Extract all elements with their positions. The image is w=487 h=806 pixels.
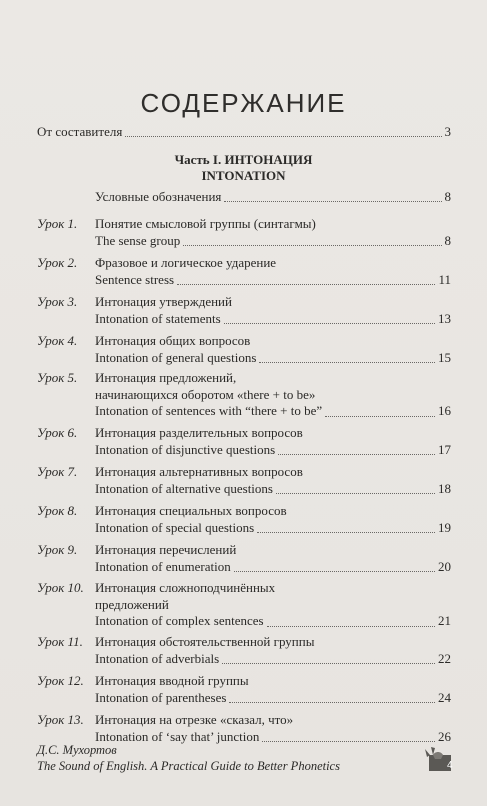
lesson-body <box>95 216 451 249</box>
lesson-page: 20 <box>438 558 451 574</box>
lesson-line <box>95 350 451 367</box>
lesson-line <box>95 613 451 630</box>
lesson-line-text: Intonation of parentheses <box>95 689 227 705</box>
leader-dots <box>183 245 441 246</box>
lesson-line-text: Intonation of adverbials <box>95 650 220 666</box>
lesson-label: Урок 4. <box>37 333 78 348</box>
toc-intro-page: 3 <box>444 124 451 139</box>
lesson-line <box>95 690 451 707</box>
lesson-line-text: Фразовое и логическое ударение <box>95 255 277 270</box>
lesson-line-text: Интонация утверждений <box>95 294 232 309</box>
lesson-line-text: Интонация предложений, <box>95 370 237 385</box>
lesson-label: Урок 3. <box>37 294 78 309</box>
lesson-body <box>95 425 451 458</box>
lesson-page: 16 <box>438 403 451 418</box>
lesson-label: Урок 8. <box>37 503 78 518</box>
lesson-line <box>95 387 451 404</box>
lesson-line <box>95 272 451 289</box>
lesson-label: Урок 7. <box>37 464 78 479</box>
lesson-body <box>95 370 451 420</box>
leader-dots <box>257 532 435 533</box>
lesson-line-text: Интонация разделительных вопросов <box>95 425 303 440</box>
lesson-label: Урок 12. <box>37 673 84 688</box>
leader-dots <box>229 702 435 703</box>
lesson-line-text: Intonation of sentences with “there + to be” <box>95 403 323 418</box>
lesson-label: Урок 9. <box>37 542 78 557</box>
lesson-line <box>95 651 451 668</box>
toc-conventions-page: 8 <box>444 189 451 204</box>
footer-book-title: The Sound of English. A Practical Guide to Better Phonetics <box>37 759 340 773</box>
lesson-page: 22 <box>438 650 451 666</box>
lesson-line <box>95 370 451 387</box>
lesson-line-text: Интонация альтернативных вопросов <box>95 464 303 479</box>
lesson-body <box>95 634 451 667</box>
toc-intro-label: От составителя <box>37 124 123 139</box>
lesson-line-text: Интонация специальных вопросов <box>95 503 287 518</box>
lesson-line <box>95 216 451 233</box>
lesson-body <box>95 333 451 366</box>
lesson-line <box>95 597 451 614</box>
lesson-line <box>95 580 451 597</box>
lesson-line-text: Intonation of enumeration <box>95 558 231 574</box>
lesson-line-text: Intonation of ‘say that’ junction <box>95 728 260 744</box>
leader-dots <box>278 454 435 455</box>
lesson-body <box>95 673 451 706</box>
leader-dots <box>177 284 435 285</box>
lesson-line-text: Intonation of statements <box>95 310 221 326</box>
lesson-line <box>95 481 451 498</box>
lesson-line-text: Интонация перечислений <box>95 542 237 557</box>
lesson-line-text: Intonation of special questions <box>95 519 255 535</box>
lesson-line <box>95 333 451 350</box>
lesson-line <box>95 233 451 250</box>
footer-author: Д.С. Мухортов <box>37 743 117 757</box>
lesson-body <box>95 255 451 288</box>
lesson-page: 13 <box>438 310 451 326</box>
lesson-label: Урок 6. <box>37 425 78 440</box>
lesson-page: 24 <box>438 689 451 705</box>
lesson-line <box>95 425 451 442</box>
lesson-line-text: Intonation of general questions <box>95 349 257 365</box>
lesson-line-text: Intonation of alternative questions <box>95 480 273 496</box>
leader-dots <box>267 626 435 627</box>
lesson-line <box>95 255 451 272</box>
leader-dots <box>125 136 441 137</box>
lesson-line <box>95 559 451 576</box>
lesson-label: Урок 13. <box>37 712 84 727</box>
lesson-page: 15 <box>438 349 451 365</box>
lesson-line <box>95 442 451 459</box>
toc-conventions-label: Условные обозначения <box>95 189 222 204</box>
leader-dots <box>224 201 441 202</box>
leader-dots <box>276 493 435 494</box>
lesson-body <box>95 542 451 575</box>
lesson-line <box>95 634 451 651</box>
leader-dots <box>222 663 435 664</box>
lesson-line-text: Интонация на отрезке «сказал, что» <box>95 712 294 727</box>
lesson-label: Урок 5. <box>37 370 78 385</box>
part-heading: Часть I. ИНТОНАЦИЯ <box>174 152 313 167</box>
lesson-label: Урок 2. <box>37 255 78 270</box>
leader-dots <box>234 571 435 572</box>
lesson-line-text: Интонация общих вопросов <box>95 333 251 348</box>
lesson-line <box>95 503 451 520</box>
lesson-line <box>95 673 451 690</box>
lesson-page: 21 <box>438 613 451 628</box>
lesson-body <box>95 503 451 536</box>
lesson-page: 11 <box>438 271 451 287</box>
toc-conventions <box>95 189 451 205</box>
lesson-body <box>95 294 451 327</box>
lesson-line <box>95 712 451 729</box>
lesson-page: 8 <box>444 232 451 248</box>
lesson-page: 18 <box>438 480 451 496</box>
lesson-line-text: Интонация сложноподчинённых <box>95 580 276 595</box>
part-subheading: INTONATION <box>201 168 286 183</box>
lesson-body <box>95 580 451 630</box>
lesson-line-text: Intonation of complex sentences <box>95 613 264 628</box>
lesson-label: Урок 11. <box>37 634 83 649</box>
leader-dots <box>224 323 435 324</box>
lesson-line <box>95 403 451 420</box>
lesson-line-text: начинающихся оборотом «there + to be» <box>95 386 316 402</box>
lesson-page: 19 <box>438 519 451 535</box>
lesson-body <box>95 712 451 745</box>
lesson-line <box>95 294 451 311</box>
lesson-line <box>95 311 451 328</box>
lesson-label: Урок 10. <box>37 580 84 595</box>
page-title: СОДЕРЖАНИЕ <box>140 88 347 118</box>
leader-dots <box>262 741 435 742</box>
lesson-line-text: The sense group <box>95 232 181 248</box>
page-number: 4 <box>447 760 453 771</box>
leader-dots <box>259 362 435 363</box>
lesson-line <box>95 464 451 481</box>
lesson-label: Урок 1. <box>37 216 78 231</box>
lesson-page: 17 <box>438 441 451 457</box>
lesson-line <box>95 729 451 746</box>
lesson-body <box>95 464 451 497</box>
lesson-line-text: Sentence stress <box>95 271 175 287</box>
lesson-page: 26 <box>438 728 451 744</box>
lesson-line-text: Intonation of disjunctive questions <box>95 441 276 457</box>
lesson-line-text: Интонация вводной группы <box>95 673 249 688</box>
lesson-line <box>95 520 451 537</box>
lesson-line-text: предложений <box>95 596 169 612</box>
lesson-line-text: Понятие смысловой группы (синтагмы) <box>95 216 316 231</box>
toc-intro <box>37 124 451 140</box>
lesson-line-text: Интонация обстоятельственной группы <box>95 634 315 649</box>
leader-dots <box>325 416 435 417</box>
lesson-line <box>95 542 451 559</box>
